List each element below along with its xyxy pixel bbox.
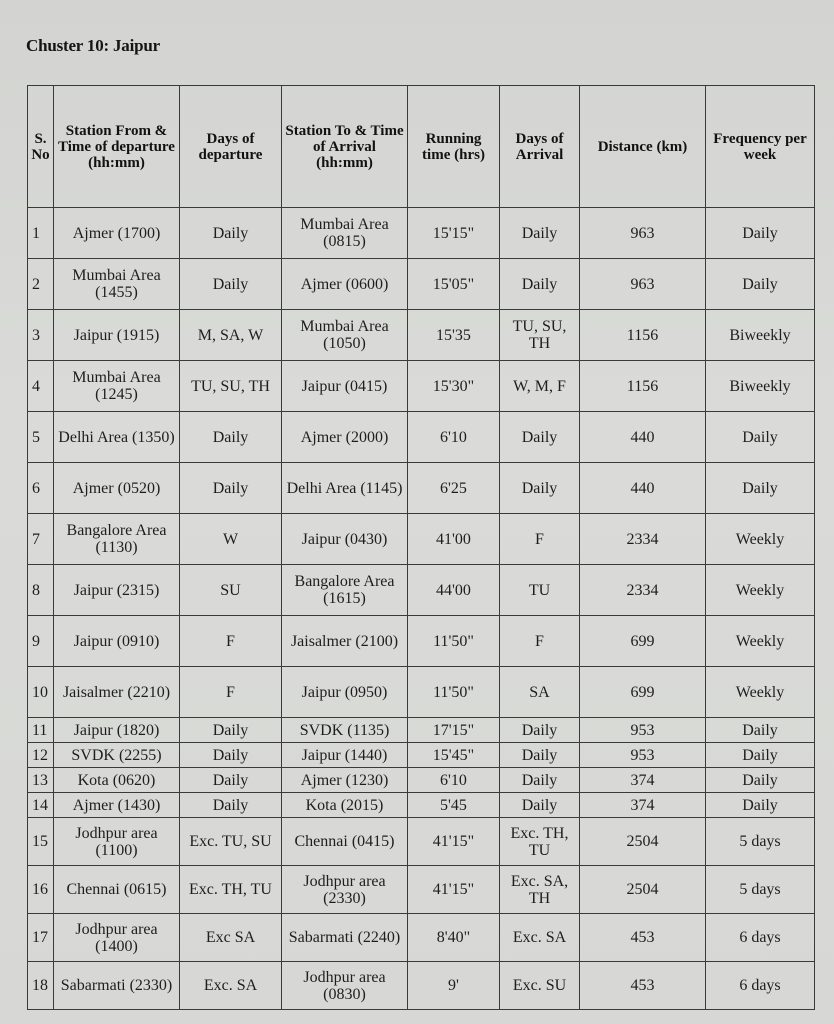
cell-distance: 374 (580, 793, 706, 818)
cell-distance: 1156 (580, 310, 706, 361)
cell-running-time: 9' (408, 962, 500, 1010)
cell-distance: 2504 (580, 818, 706, 866)
cell-to-station: Mumbai Area (1050) (282, 310, 408, 361)
cell-sno: 3 (28, 310, 54, 361)
cell-running-time: 15'35 (408, 310, 500, 361)
cell-running-time: 6'10 (408, 412, 500, 463)
cell-departure-days: Daily (180, 793, 282, 818)
header-running-time: Running time (hrs) (408, 86, 500, 208)
table-row (28, 743, 815, 768)
cell-from-station: Mumbai Area (1455) (54, 259, 180, 310)
cell-departure-days: Exc SA (180, 914, 282, 962)
table-row (28, 616, 815, 667)
cell-departure-days: Daily (180, 259, 282, 310)
cell-from-station: Jaisalmer (2210) (54, 667, 180, 718)
cell-to-station: Sabarmati (2240) (282, 914, 408, 962)
header-distance: Distance (km) (580, 86, 706, 208)
cell-frequency: Weekly (706, 667, 815, 718)
cell-frequency: 5 days (706, 866, 815, 914)
cell-distance: 453 (580, 914, 706, 962)
header-sno: S. No (28, 86, 54, 208)
cell-sno: 17 (28, 914, 54, 962)
cell-running-time: 11'50" (408, 616, 500, 667)
cell-to-station: Jaipur (0430) (282, 514, 408, 565)
cell-arrival-days: Exc. TH, TU (500, 818, 580, 866)
cell-from-station: Jodhpur area (1100) (54, 818, 180, 866)
cell-arrival-days: Daily (500, 768, 580, 793)
cell-sno: 15 (28, 818, 54, 866)
cell-departure-days: Exc. TH, TU (180, 866, 282, 914)
cell-arrival-days: Daily (500, 412, 580, 463)
cell-sno: 12 (28, 743, 54, 768)
cell-sno: 1 (28, 208, 54, 259)
cell-departure-days: Exc. TU, SU (180, 818, 282, 866)
table-row (28, 463, 815, 514)
cell-frequency: Daily (706, 463, 815, 514)
cell-from-station: Ajmer (0520) (54, 463, 180, 514)
cell-sno: 9 (28, 616, 54, 667)
cell-distance: 963 (580, 259, 706, 310)
cell-running-time: 6'25 (408, 463, 500, 514)
cell-running-time: 41'00 (408, 514, 500, 565)
cell-arrival-days: Exc. SU (500, 962, 580, 1010)
cell-from-station: Jaipur (1915) (54, 310, 180, 361)
cell-running-time: 8'40" (408, 914, 500, 962)
cell-arrival-days: Daily (500, 259, 580, 310)
cell-sno: 16 (28, 866, 54, 914)
cell-arrival-days: SA (500, 667, 580, 718)
cell-distance: 953 (580, 743, 706, 768)
cell-arrival-days: W, M, F (500, 361, 580, 412)
cell-sno: 6 (28, 463, 54, 514)
cell-running-time: 6'10 (408, 768, 500, 793)
cell-departure-days: Exc. SA (180, 962, 282, 1010)
table-row (28, 310, 815, 361)
cell-arrival-days: Daily (500, 208, 580, 259)
table-row (28, 818, 815, 866)
cell-from-station: Bangalore Area (1130) (54, 514, 180, 565)
table-row (28, 259, 815, 310)
cell-frequency: Daily (706, 793, 815, 818)
cell-to-station: Bangalore Area (1615) (282, 565, 408, 616)
cell-from-station: Ajmer (1700) (54, 208, 180, 259)
cell-from-station: Jaipur (0910) (54, 616, 180, 667)
cell-sno: 18 (28, 962, 54, 1010)
cell-distance: 440 (580, 412, 706, 463)
cell-departure-days: SU (180, 565, 282, 616)
cell-to-station: Mumbai Area (0815) (282, 208, 408, 259)
cell-from-station: Delhi Area (1350) (54, 412, 180, 463)
cell-sno: 11 (28, 718, 54, 743)
table-row (28, 866, 815, 914)
cell-to-station: Kota (2015) (282, 793, 408, 818)
cell-from-station: Jaipur (2315) (54, 565, 180, 616)
table-row (28, 962, 815, 1010)
cell-arrival-days: Exc. SA (500, 914, 580, 962)
cell-frequency: Daily (706, 743, 815, 768)
cell-to-station: Jodhpur area (2330) (282, 866, 408, 914)
cell-frequency: Weekly (706, 565, 815, 616)
cell-frequency: Daily (706, 208, 815, 259)
cell-to-station: Ajmer (0600) (282, 259, 408, 310)
cell-arrival-days: Daily (500, 793, 580, 818)
cell-distance: 963 (580, 208, 706, 259)
cell-departure-days: Daily (180, 743, 282, 768)
cell-running-time: 5'45 (408, 793, 500, 818)
cell-sno: 10 (28, 667, 54, 718)
cell-frequency: Biweekly (706, 310, 815, 361)
header-departure-days: Days of departure (180, 86, 282, 208)
table-row (28, 793, 815, 818)
table-body (28, 208, 815, 1010)
cell-departure-days: F (180, 616, 282, 667)
table-header-row (28, 86, 815, 208)
cell-sno: 14 (28, 793, 54, 818)
cell-frequency: Weekly (706, 514, 815, 565)
table-row (28, 514, 815, 565)
cell-from-station: Mumbai Area (1245) (54, 361, 180, 412)
cell-to-station: Ajmer (2000) (282, 412, 408, 463)
table-row (28, 768, 815, 793)
table-row (28, 667, 815, 718)
header-to: Station To & Time of Arrival (hh:mm) (282, 86, 408, 208)
header-arrival-days: Days of Arrival (500, 86, 580, 208)
cell-sno: 8 (28, 565, 54, 616)
cell-distance: 953 (580, 718, 706, 743)
table-row (28, 361, 815, 412)
cell-running-time: 15'30" (408, 361, 500, 412)
cell-frequency: Weekly (706, 616, 815, 667)
cell-arrival-days: Daily (500, 463, 580, 514)
header-frequency: Frequency per week (706, 86, 815, 208)
cell-to-station: Jaipur (0415) (282, 361, 408, 412)
cell-from-station: SVDK (2255) (54, 743, 180, 768)
cell-sno: 13 (28, 768, 54, 793)
page-title: Chuster 10: Jaipur (26, 36, 160, 55)
cell-from-station: Ajmer (1430) (54, 793, 180, 818)
cell-frequency: Daily (706, 259, 815, 310)
cell-arrival-days: Daily (500, 718, 580, 743)
cell-distance: 2334 (580, 514, 706, 565)
cell-frequency: Daily (706, 718, 815, 743)
table-row (28, 565, 815, 616)
cell-sno: 7 (28, 514, 54, 565)
table-row (28, 412, 815, 463)
cell-from-station: Sabarmati (2330) (54, 962, 180, 1010)
cell-departure-days: Daily (180, 412, 282, 463)
cell-arrival-days: F (500, 514, 580, 565)
cell-sno: 2 (28, 259, 54, 310)
cell-from-station: Jaipur (1820) (54, 718, 180, 743)
cell-from-station: Chennai (0615) (54, 866, 180, 914)
cell-running-time: 44'00 (408, 565, 500, 616)
cell-to-station: Jaipur (1440) (282, 743, 408, 768)
cell-departure-days: Daily (180, 463, 282, 514)
cell-distance: 374 (580, 768, 706, 793)
cell-to-station: Chennai (0415) (282, 818, 408, 866)
cell-to-station: Delhi Area (1145) (282, 463, 408, 514)
cell-running-time: 17'15" (408, 718, 500, 743)
cell-departure-days: Daily (180, 768, 282, 793)
cell-sno: 4 (28, 361, 54, 412)
cell-distance: 699 (580, 616, 706, 667)
table-row (28, 914, 815, 962)
cell-arrival-days: Exc. SA, TH (500, 866, 580, 914)
cell-running-time: 15'15" (408, 208, 500, 259)
cell-arrival-days: F (500, 616, 580, 667)
header-from: Station From & Time of departure (hh:mm) (54, 86, 180, 208)
table-row (28, 718, 815, 743)
cell-distance: 453 (580, 962, 706, 1010)
train-schedule-table (27, 85, 815, 1010)
cell-distance: 2504 (580, 866, 706, 914)
cell-distance: 699 (580, 667, 706, 718)
cell-departure-days: F (180, 667, 282, 718)
cell-departure-days: Daily (180, 208, 282, 259)
cell-running-time: 41'15" (408, 866, 500, 914)
cell-running-time: 15'05" (408, 259, 500, 310)
cell-departure-days: Daily (180, 718, 282, 743)
cell-departure-days: W (180, 514, 282, 565)
cell-arrival-days: TU, SU, TH (500, 310, 580, 361)
cell-distance: 2334 (580, 565, 706, 616)
cell-departure-days: TU, SU, TH (180, 361, 282, 412)
cell-to-station: Ajmer (1230) (282, 768, 408, 793)
cell-sno: 5 (28, 412, 54, 463)
cell-frequency: Biweekly (706, 361, 815, 412)
cell-frequency: Daily (706, 768, 815, 793)
cell-to-station: SVDK (1135) (282, 718, 408, 743)
cell-departure-days: M, SA, W (180, 310, 282, 361)
cell-from-station: Jodhpur area (1400) (54, 914, 180, 962)
cell-to-station: Jaisalmer (2100) (282, 616, 408, 667)
cell-running-time: 41'15" (408, 818, 500, 866)
cell-arrival-days: TU (500, 565, 580, 616)
cell-frequency: 6 days (706, 962, 815, 1010)
cell-distance: 440 (580, 463, 706, 514)
cell-distance: 1156 (580, 361, 706, 412)
table-row (28, 208, 815, 259)
cell-running-time: 11'50" (408, 667, 500, 718)
cell-to-station: Jaipur (0950) (282, 667, 408, 718)
cell-frequency: Daily (706, 412, 815, 463)
cell-running-time: 15'45" (408, 743, 500, 768)
cell-frequency: 5 days (706, 818, 815, 866)
cell-arrival-days: Daily (500, 743, 580, 768)
cell-to-station: Jodhpur area (0830) (282, 962, 408, 1010)
cell-frequency: 6 days (706, 914, 815, 962)
cell-from-station: Kota (0620) (54, 768, 180, 793)
